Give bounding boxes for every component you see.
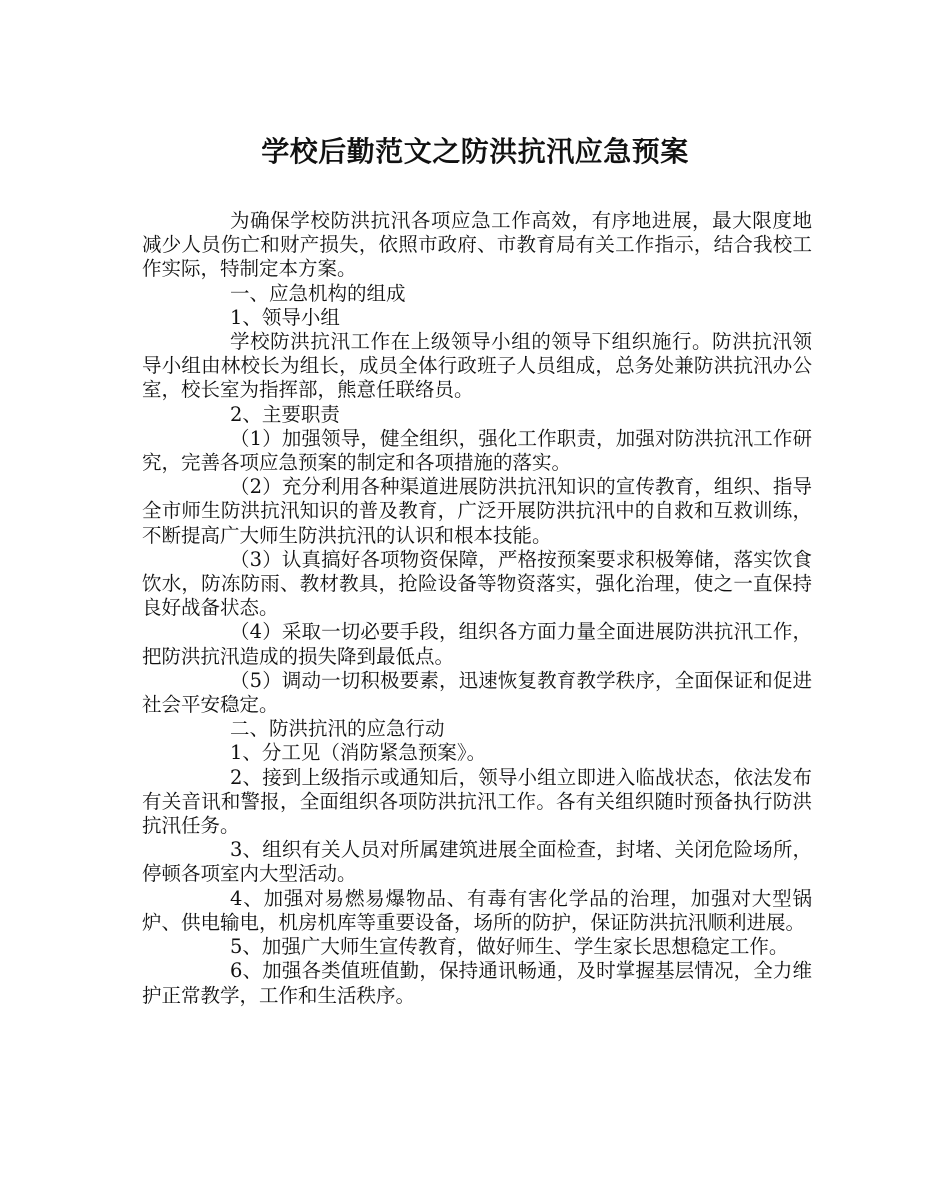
- duty-item-1: （1）加强领导，健全组织，强化工作职责，加强对防洪抗汛工作研究，完善各项应急预案的制定和各项措施的落实。: [142, 426, 812, 475]
- action-item-2: 2、接到上级指示或通知后，领导小组立即进入临战状态，依法发布有关音讯和警报，全面组织各项防洪抗汛工作。各有关组织随时预备执行防洪抗汛任务。: [142, 765, 812, 838]
- section-heading-organization: 一、应急机构的组成: [230, 281, 406, 305]
- action-item-5: 5、加强广大师生宣传教育，做好师生、学生家长思想稳定工作。: [230, 935, 789, 959]
- paragraph-leadership-group: 学校防洪抗汛工作在上级领导小组的领导下组织施行。防洪抗汛领导小组由林校长为组长，成员全体行政班子人员组成，总务处兼防洪抗汛办公室，校长室为指挥部，熊意任联络员。: [142, 330, 812, 402]
- section-heading-emergency-actions: 二、防洪抗汛的应急行动: [230, 717, 445, 741]
- duty-item-4: （4）采取一切必要手段，组织各方面力量全面进展防洪抗汛工作，把防洪抗汛造成的损失降到最低点。: [142, 620, 812, 668]
- subheading-leadership-group: 1、领导小组: [230, 305, 340, 329]
- action-item-4: 4、加强对易燃易爆物品、有毒有害化学品的治理，加强对大型锅炉、供电输电，机房机库等重要设备，场所的防护，保证防洪抗汛顺利进展。: [142, 886, 812, 934]
- duty-item-2: （2）充分利用各种渠道进展防洪抗汛知识的宣传教育，组织、指导全市师生防洪抗汛知识的普及教育，广泛开展防洪抗汛中的自救和互救训练，不断提高广大师生防洪抗汛的认识和根本技能。: [142, 475, 812, 547]
- action-item-1: 1、分工见（消防紧急预案》。: [230, 741, 487, 765]
- subheading-main-duties: 2、主要职责: [230, 402, 340, 426]
- action-item-3: 3、组织有关人员对所属建筑进展全面检查，封堵、关闭危险场所，停顿各项室内大型活动。: [142, 838, 812, 886]
- paragraph-intro: 为确保学校防洪抗汛各项应急工作高效，有序地进展，最大限度地减少人员伤亡和财产损失，依照市政府、市教育局有关工作指示，结合我校工作实际，特制定本方案。: [142, 209, 812, 281]
- document-title: 学校后勤范文之防洪抗汛应急预案: [261, 135, 689, 168]
- duty-item-3: （3）认真搞好各项物资保障，严格按预案要求积极筹储，落实饮食饮水，防冻防雨、教材教具，抢险设备等物资落实，强化治理，使之一直保持良好战备状态。: [142, 547, 812, 620]
- action-item-6: 6、加强各类值班值勤，保持通讯畅通，及时掌握基层情况，全力维护正常教学，工作和生活秩序。: [142, 959, 812, 1007]
- document-body: [142, 209, 812, 1008]
- duty-item-5: （5）调动一切积极要素，迅速恢复教育教学秩序，全面保证和促进社会平安稳定。: [142, 668, 812, 717]
